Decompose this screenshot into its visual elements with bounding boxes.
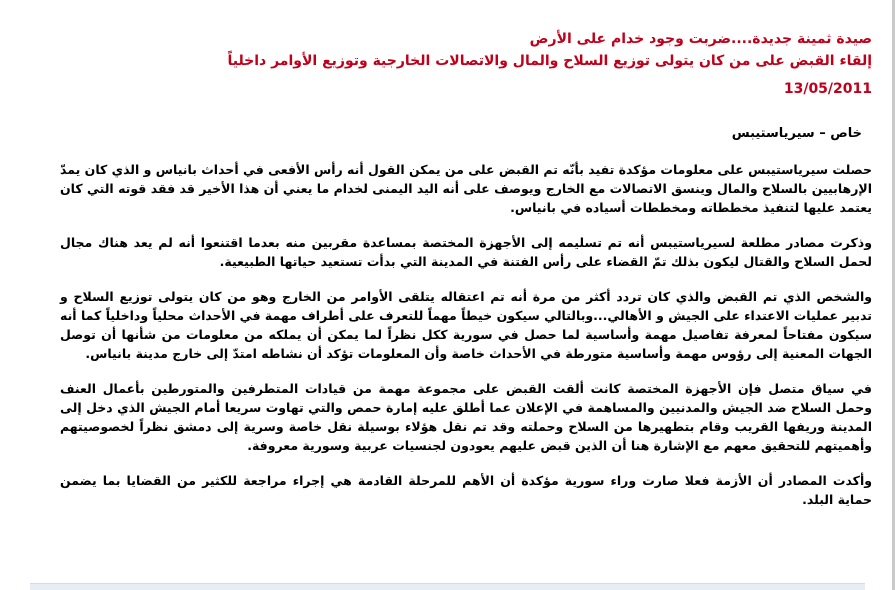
article-paragraph-5: وأكدت المصادر أن الأزمة فعلا صارت وراء سورية مؤكدة أن الأهم للمرحلة القادمة هي إجراء مراجعة للكثير من القضايا بما يضمن حماية البلد. [60,473,872,507]
article-source: خاص – سيرياستيبس [731,126,862,141]
article-paragraph-3: والشخص الذي تم القبض والذي كان تردد أكثر من مرة أنه تم اعتقاله يتلقى الأوامر من الخارج وهو من كان يتولى توزيع السلاح و تدبير عمليات الاعتداء على الجيش و الأهالي...وبالتالي سيكون خيطاً مهماً للتعرف على أطراف مهمة في الأحداث محلياً وداخلياً كما أنه سيكون مفتاحاً لمعرفة تفاصيل مهمة وأساسية لما حصل في سورية ككل نظراً لما يمكن أن يملكه من معلومات من شأنها أن توصل الجهات المعنية إلى رؤوس مهمة وأساسية متورطة في الأحداث خاصة وأن المعلومات تؤكد أن نشاطه امتدّ إلى خارج مدينة بانياس. [60,289,872,361]
article-paragraph-2: وذكرت مصادر مطلعة لسيرياستيبس أنه تم تسليمه إلى الأجهزة المختصة بمساعدة مقربين منه بعدما اقتنعوا أنه لم يعد هناك مجال لحمل السلاح والقتال ليكون بذلك تمّ القضاء على رأس الفتنة في المدينة التي بدأت تستعيد حياتها الطبيعية. [60,235,872,269]
headline-secondary: إلقاء القبض على من كان يتولى توزيع السلاح والمال والاتصالات الخارجية وتوزيع الأوامر داخلياً [227,53,872,69]
article-paragraph-4: في سياق متصل فإن الأجهزة المختصة كانت ألقت القبض على مجموعة مهمة من قيادات المتطرفين والمتورطين بأعمال العنف وحمل السلاح ضد الجيش والمدنيين والمساهمة في الإعلان عما أطلق عليه إمارة حمص والتي تهاوت سريعا أمام الجيش الذي دخل إلى المدينة وريفها القريب وقام بتطهيرها من السلاح وحملته وقد تم نقل هؤلاء بوسيلة نقل خاصة وسرية إلى دمشق نظراً لخصوصيتهم وأهميتهم للتحقيق معهم مع الإشارة هنا أن الذين قبض عليهم يعودون لجنسيات عربية وسورية معروفة. [60,381,872,453]
headline-primary: صيدة ثمينة جديدة....ضربت وجود خدام على الأرض [529,31,872,47]
bottom-divider [30,583,865,590]
article-date: 13/05/2011 [783,81,872,97]
news-article [60,28,872,509]
article-paragraph-1: حصلت سيرياستيبس على معلومات مؤكدة تفيد بأنّه تم القبض على من يمكن القول أنه رأس الأفعى في أحداث بانياس و الذي كان يمدّ الإرهابيين بالسلاح والمال وينسق الاتصالات مع الخارج ويوصف على أنه اليد اليمنى لخدام ما يعني أن هذا الأخير قد فقد قوته التي كان يعتمد عليها لتنفيذ مخططاته ومخططات أسياده في بانياس. [60,162,872,215]
